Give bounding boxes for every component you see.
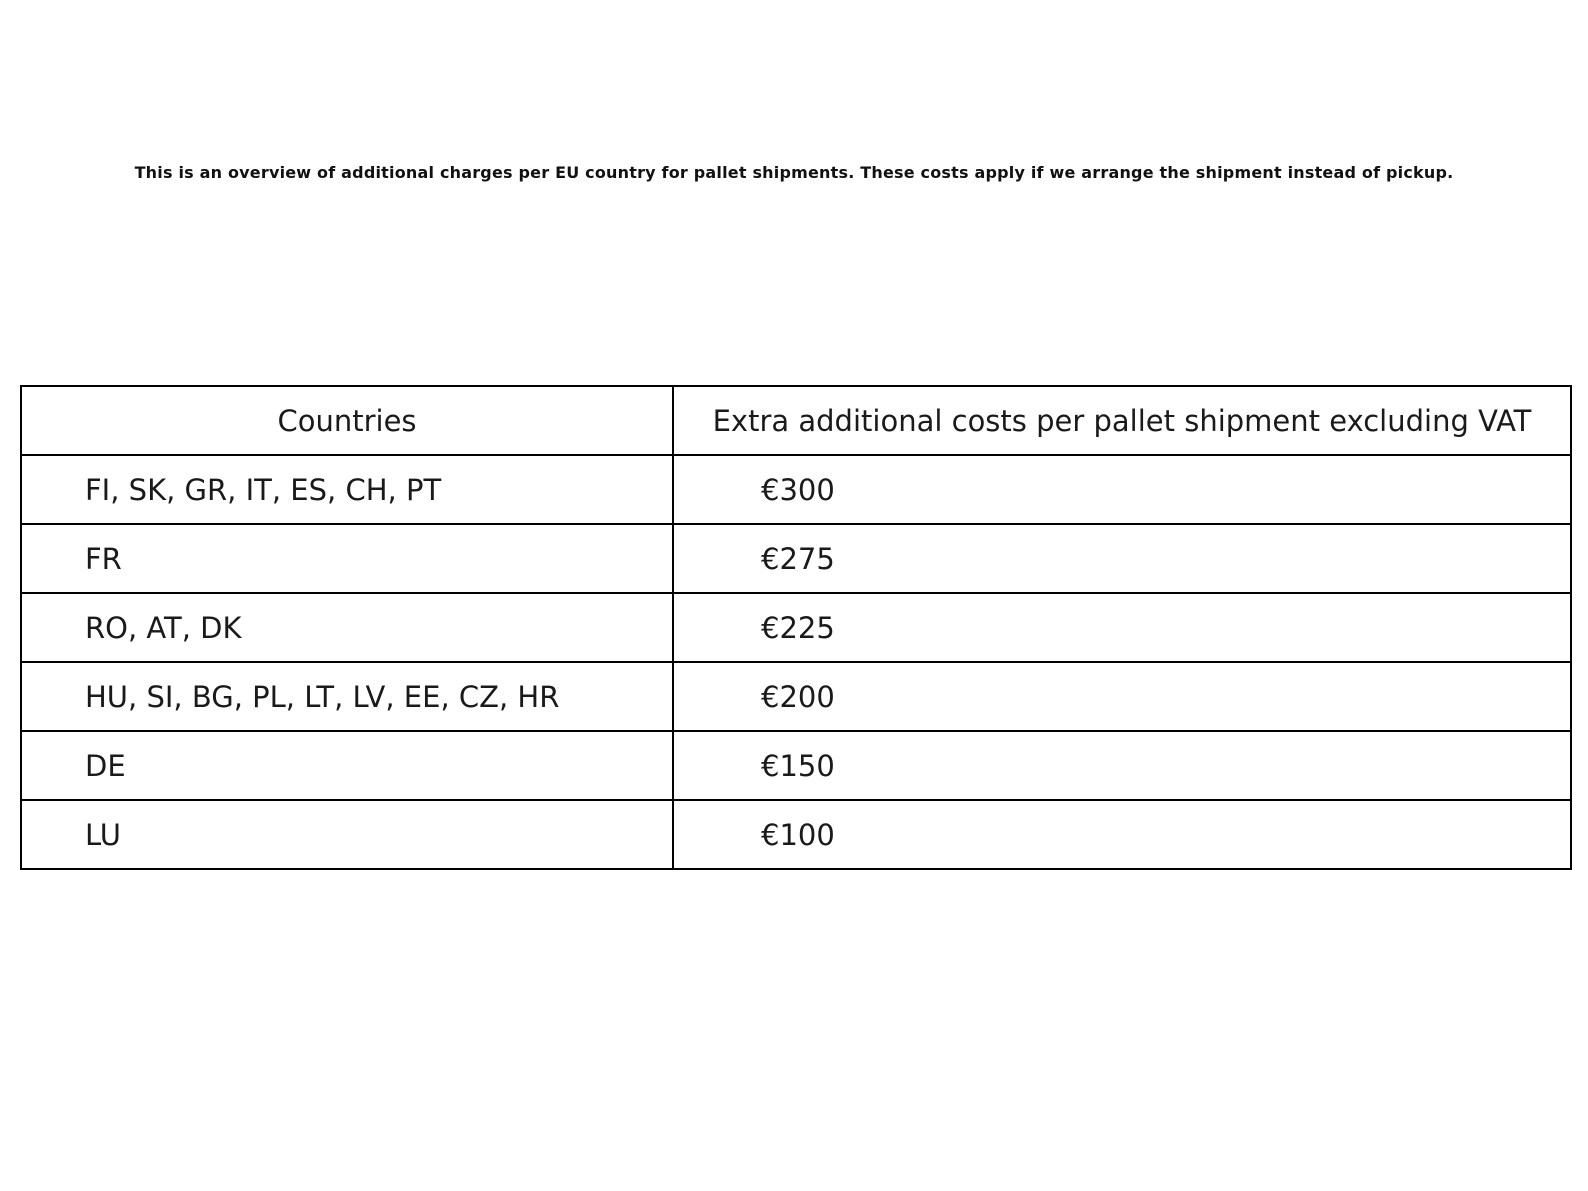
overview-note: This is an overview of additional charges per EU country for pallet shipments. These costs apply if we arrange the shipment instead of pickup. [134, 163, 1454, 182]
countries-cell: RO, AT, DK [21, 593, 673, 662]
cost-cell: €150 [673, 731, 1571, 800]
table-row [21, 662, 1571, 731]
table-row [21, 524, 1571, 593]
cost-cell: €275 [673, 524, 1571, 593]
countries-cell: LU [21, 800, 673, 869]
charges-table [20, 385, 1572, 870]
cost-header: Extra additional costs per pallet shipment excluding VAT [673, 386, 1571, 455]
table-row [21, 455, 1571, 524]
table-row [21, 731, 1571, 800]
table-header-row [21, 386, 1571, 455]
cost-cell: €300 [673, 455, 1571, 524]
countries-cell: HU, SI, BG, PL, LT, LV, EE, CZ, HR [21, 662, 673, 731]
cost-cell: €100 [673, 800, 1571, 869]
cost-cell: €200 [673, 662, 1571, 731]
table-row [21, 593, 1571, 662]
cost-cell: €225 [673, 593, 1571, 662]
countries-cell: FI, SK, GR, IT, ES, CH, PT [21, 455, 673, 524]
countries-cell: DE [21, 731, 673, 800]
table-row [21, 800, 1571, 869]
countries-header: Countries [21, 386, 673, 455]
countries-cell: FR [21, 524, 673, 593]
